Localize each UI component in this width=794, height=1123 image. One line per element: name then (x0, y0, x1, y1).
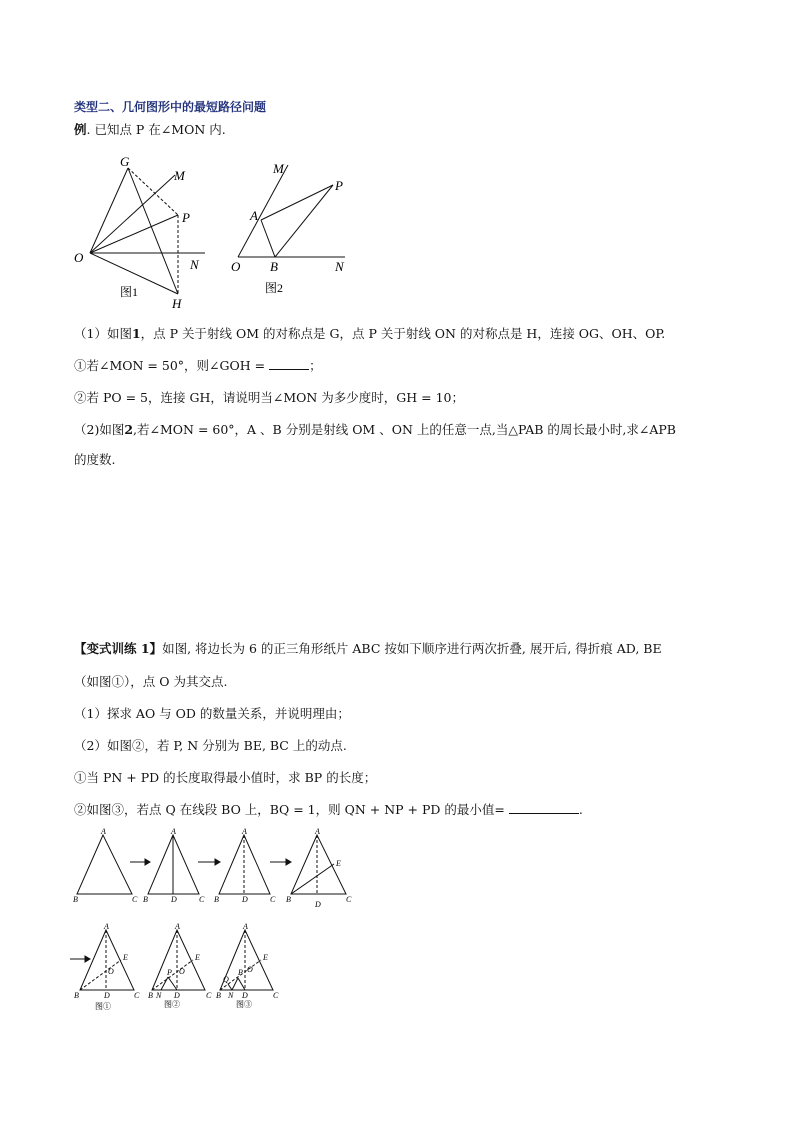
tri2-label-a: A (171, 828, 176, 836)
tri5-label-c: C (134, 991, 140, 1000)
fig1-label-o: O (74, 250, 84, 265)
fig1-caption: 图1 (120, 285, 139, 299)
section-title: 类型二、几何图形中的最短路径问题 (74, 100, 267, 114)
tri6-label-b: B (148, 991, 153, 1000)
q1-intro-prefix: （1）如图 (74, 326, 132, 341)
fig1-line-og (90, 168, 128, 253)
fig2-caption: 图2 (265, 281, 284, 295)
fig1-label-h: H (172, 296, 182, 311)
fig1-label-n: N (190, 257, 199, 272)
tri5-label-a: A (104, 922, 109, 931)
fig1-label-m: M (174, 168, 185, 183)
triangle-sequence-row2 (68, 922, 298, 1012)
tri7-label-q: Q (223, 975, 229, 984)
variant-q1: （1）探求 AO 与 OD 的数量关系，并说明理由； (74, 706, 350, 721)
tri7-label-n: N (228, 991, 234, 1000)
variant-q2b-answer-blank[interactable] (509, 802, 579, 814)
q1-intro (74, 326, 665, 342)
tri6-label-n: N (156, 991, 162, 1000)
caption-fig-3: 图③ (236, 1000, 252, 1009)
fig2-line-ab (261, 220, 275, 257)
tri1-label-b: B (73, 895, 78, 904)
arrow1-head (145, 859, 150, 865)
variant-q2a: ①当 PN + PD 的长度取得最小值时，求 BP 的长度； (74, 770, 377, 785)
tri2-label-c: C (199, 895, 205, 904)
fig2-line-ap (261, 185, 333, 220)
example-prefix: 例 (74, 122, 87, 137)
fig2-line-pb (275, 185, 333, 257)
tri7-label-p: P (238, 968, 243, 977)
figure-1 (70, 150, 220, 315)
fig2-label-o: O (231, 259, 241, 274)
tri3-label-b: B (214, 895, 219, 904)
q2-num: 2 (124, 422, 134, 437)
tri1 (77, 835, 132, 894)
variant-q2b-end: . (578, 802, 583, 817)
tri6-label-a: A (175, 922, 180, 931)
tri7-label-e: E (263, 953, 268, 962)
fig1-label-g: G (120, 154, 130, 169)
q1-a-answer-blank[interactable] (269, 358, 309, 370)
tri5-label-b: B (74, 991, 79, 1000)
fig1-ray-om (90, 175, 175, 253)
tri7-label-o: O (247, 965, 253, 974)
tri5-label-d: D (104, 991, 110, 1000)
tri7-label-b: B (216, 991, 221, 1000)
variant-q2b-text: ②如图③，若点 Q 在线段 BO 上，BQ = 1，则 QN + NP + PD 的最小值= (74, 802, 505, 817)
fig2-label-a: A (250, 208, 258, 223)
tri7-label-a: A (243, 922, 248, 931)
fig2-label-m: M (273, 161, 284, 176)
variant-line1 (74, 641, 662, 657)
q2-line1 (74, 422, 676, 438)
tri7-label-c: C (273, 991, 279, 1000)
variant-line2: （如图①），点 O 为其交点. (74, 674, 228, 689)
tri3-label-a: A (242, 828, 247, 836)
example-line (74, 122, 226, 138)
q1-intro-num: 1 (131, 326, 141, 341)
variant-text1: 如图, 将边长为 6 的正三角形纸片 ABC 按如下顺序进行两次折叠, 展开后, 得折痕 AD, BE (162, 641, 662, 656)
variant-q2: （2）如图②，若 P, N 分别为 BE, BC 上的动点. (74, 738, 347, 753)
q1-a (74, 358, 322, 374)
tri4-label-c: C (346, 895, 352, 904)
caption-fig-1: 图① (95, 1002, 111, 1011)
tri3-label-d: D (242, 895, 248, 904)
tri6-label-o: O (179, 967, 185, 976)
arrow2-head (215, 859, 220, 865)
tri6-pd (168, 977, 177, 990)
caption-fig-2: 图② (164, 1000, 180, 1009)
tri6-pn (161, 977, 168, 990)
tri7-np (232, 978, 238, 990)
fig2-label-n: N (335, 259, 344, 274)
tri6-label-d: D (174, 991, 180, 1000)
arrow4-head (85, 956, 90, 962)
tri4-label-b: B (286, 895, 291, 904)
example-text: . 已知点 P 在∠MON 内. (86, 122, 226, 137)
tri1-label-c: C (132, 895, 138, 904)
tri4-label-d: D (315, 900, 321, 909)
fig2-label-p: P (335, 178, 343, 193)
arrow3-head (286, 859, 291, 865)
tri5-label-o: O (108, 967, 114, 976)
fig2-label-b: B (270, 259, 278, 274)
q2-prefix: （2)如图 (74, 422, 125, 437)
q2-line2: 的度数. (74, 452, 116, 467)
fig1-dash-gp (128, 168, 178, 215)
fig1-line-gh (128, 168, 178, 294)
variant-tag: 【变式训练 1】 (74, 641, 163, 656)
tri4-label-a: A (315, 828, 320, 836)
tri2-label-b: B (143, 895, 148, 904)
fig1-label-p: P (182, 210, 190, 225)
tri2-label-d: D (171, 895, 177, 904)
figure-2 (225, 150, 365, 300)
q2-text: ,若∠MON = 60°，A 、B 分别是射线 OM 、ON 上的任意一点,当△PAB 的周长最小时,求∠APB (133, 422, 676, 437)
tri7-label-d: D (242, 991, 248, 1000)
triangle-sequence-row1 (70, 828, 370, 910)
variant-q2b (74, 802, 583, 818)
tri7-pd (238, 978, 245, 990)
q1-intro-text: ，点 P 关于射线 OM 的对称点是 G，点 P 关于射线 ON 的对称点是 H，连接 OG、OH、OP. (140, 326, 666, 341)
q1-a-text: ①若∠MON = 50°，则∠GOH = (74, 358, 266, 373)
tri6-label-e: E (195, 953, 200, 962)
tri1-label-a: A (101, 828, 106, 836)
tri3-label-c: C (270, 895, 276, 904)
fig1-line-op (90, 215, 178, 253)
tri4-label-e: E (336, 859, 341, 868)
q1-b: ②若 PO = 5，连接 GH，请说明当∠MON 为多少度时，GH = 10； (74, 390, 465, 405)
tri6-label-p: P (167, 968, 172, 977)
q1-a-end: ； (309, 358, 322, 373)
tri6-label-c: C (206, 991, 212, 1000)
tri5-label-e: E (123, 953, 128, 962)
tri7-qn (228, 984, 232, 990)
